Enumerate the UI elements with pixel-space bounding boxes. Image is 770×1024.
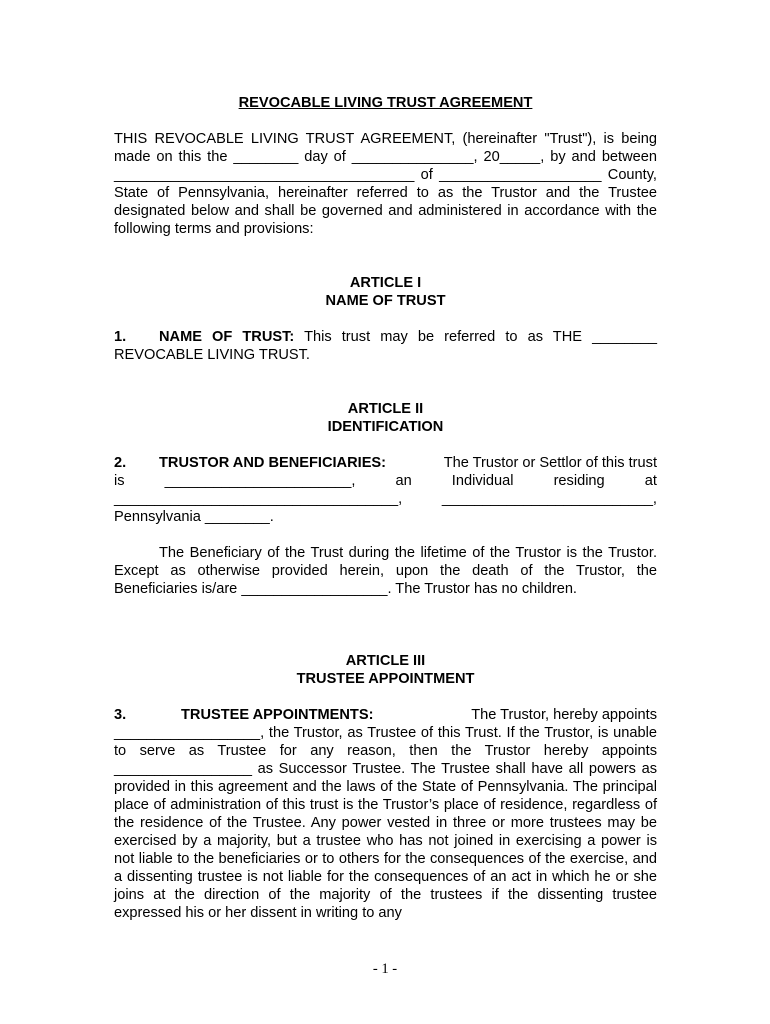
article-1-subheading: NAME OF TRUST [325,293,446,309]
intro-paragraph: THIS REVOCABLE LIVING TRUST AGREEMENT, (hereinafter "Trust"), is being made on this the ________ day of _______________, 20_____, by and between _____________________________________ of ____________________ County, State of Pennsylvania, hereinafter referred to as the Trustor and the Trustee designated below and shall be governed and administered in accordance with the following terms and provisions: [114,131,657,237]
section-3-number: 3. [114,707,127,723]
section-2-word: Individual [451,473,514,489]
section-3-line-1-tail: The Trustor, hereby appoints [471,707,657,723]
section-3-block [114,706,657,922]
section-1-number: 1. [114,329,127,345]
section-2-label: TRUSTOR AND BENEFICIARIES: [159,455,387,471]
section-1-text: This trust may be referred to as THE ________ REVOCABLE LIVING TRUST. [114,329,657,363]
section-3-label: TRUSTEE APPOINTMENTS: [181,707,374,723]
section-2-block [114,454,657,526]
section-3-heading [114,706,373,724]
section-2-line-1 [114,454,657,472]
article-2-subheading: IDENTIFICATION [327,419,444,435]
article-2-heading: ARTICLE II [347,401,424,417]
section-2-word: _______________________, [164,473,356,489]
section-2-word: at [644,473,657,489]
section-2-word: residing [553,473,605,489]
section-2-heading [114,454,386,472]
section-2-beneficiary-paragraph: The Beneficiary of the Trust during the lifetime of the Trustor is the Trustor. Except as otherwise provided herein, upon the death of the Trustor, the Beneficiaries is/are __________________. The Trustor has no children. [114,545,657,597]
section-2-line-4: Pennsylvania ________. [114,509,274,525]
section-1-label: NAME OF TRUST: [159,329,295,345]
section-2-line-1-tail: The Trustor or Settlor of this trust [443,455,657,471]
document-title: REVOCABLE LIVING TRUST AGREEMENT [238,95,533,111]
section-3-line-1 [114,706,657,724]
section-3-text: __________________, the Trustor, as Trustee of this Trust. If the Trustor, is unable to serve as Trustee for any reason, then the Trustor hereby appoints _________________ as Successor Trustee. The Trustee shall have all powers as provided in this agreement and the laws of the State of Pennsylvania. The principal place of administration of this trust is the Trustor’s place of residence, regardless of the residence of the Trustee. Any power vested in three or more trustees may be exercised by a majority, but a trustee who has not joined in exercising a power is not liable to the beneficiaries or to others for the consequences of the exercise, and a dissenting trustee is not liable for the consequences of an act in which he or she joins at the direction of the majority of the trustees if the dissenting trustee expressed his or her dissent in writing to any [114,725,657,921]
section-2-address-blank: ___________________________________, [114,491,403,507]
section-2-address-blank: __________________________, [441,491,657,507]
section-1-paragraph [114,328,657,364]
article-1-heading: ARTICLE I [349,275,422,291]
section-2-word: an [395,473,412,489]
document-body [114,94,657,922]
section-2-word: is [114,473,125,489]
article-3-heading: ARTICLE III [345,653,426,669]
section-2-number: 2. [114,455,127,471]
section-2-line-3 [114,490,657,508]
article-3-subheading: TRUSTEE APPOINTMENT [296,671,475,687]
page-number: - 1 - [372,961,398,977]
section-2-line-2 [114,472,657,490]
